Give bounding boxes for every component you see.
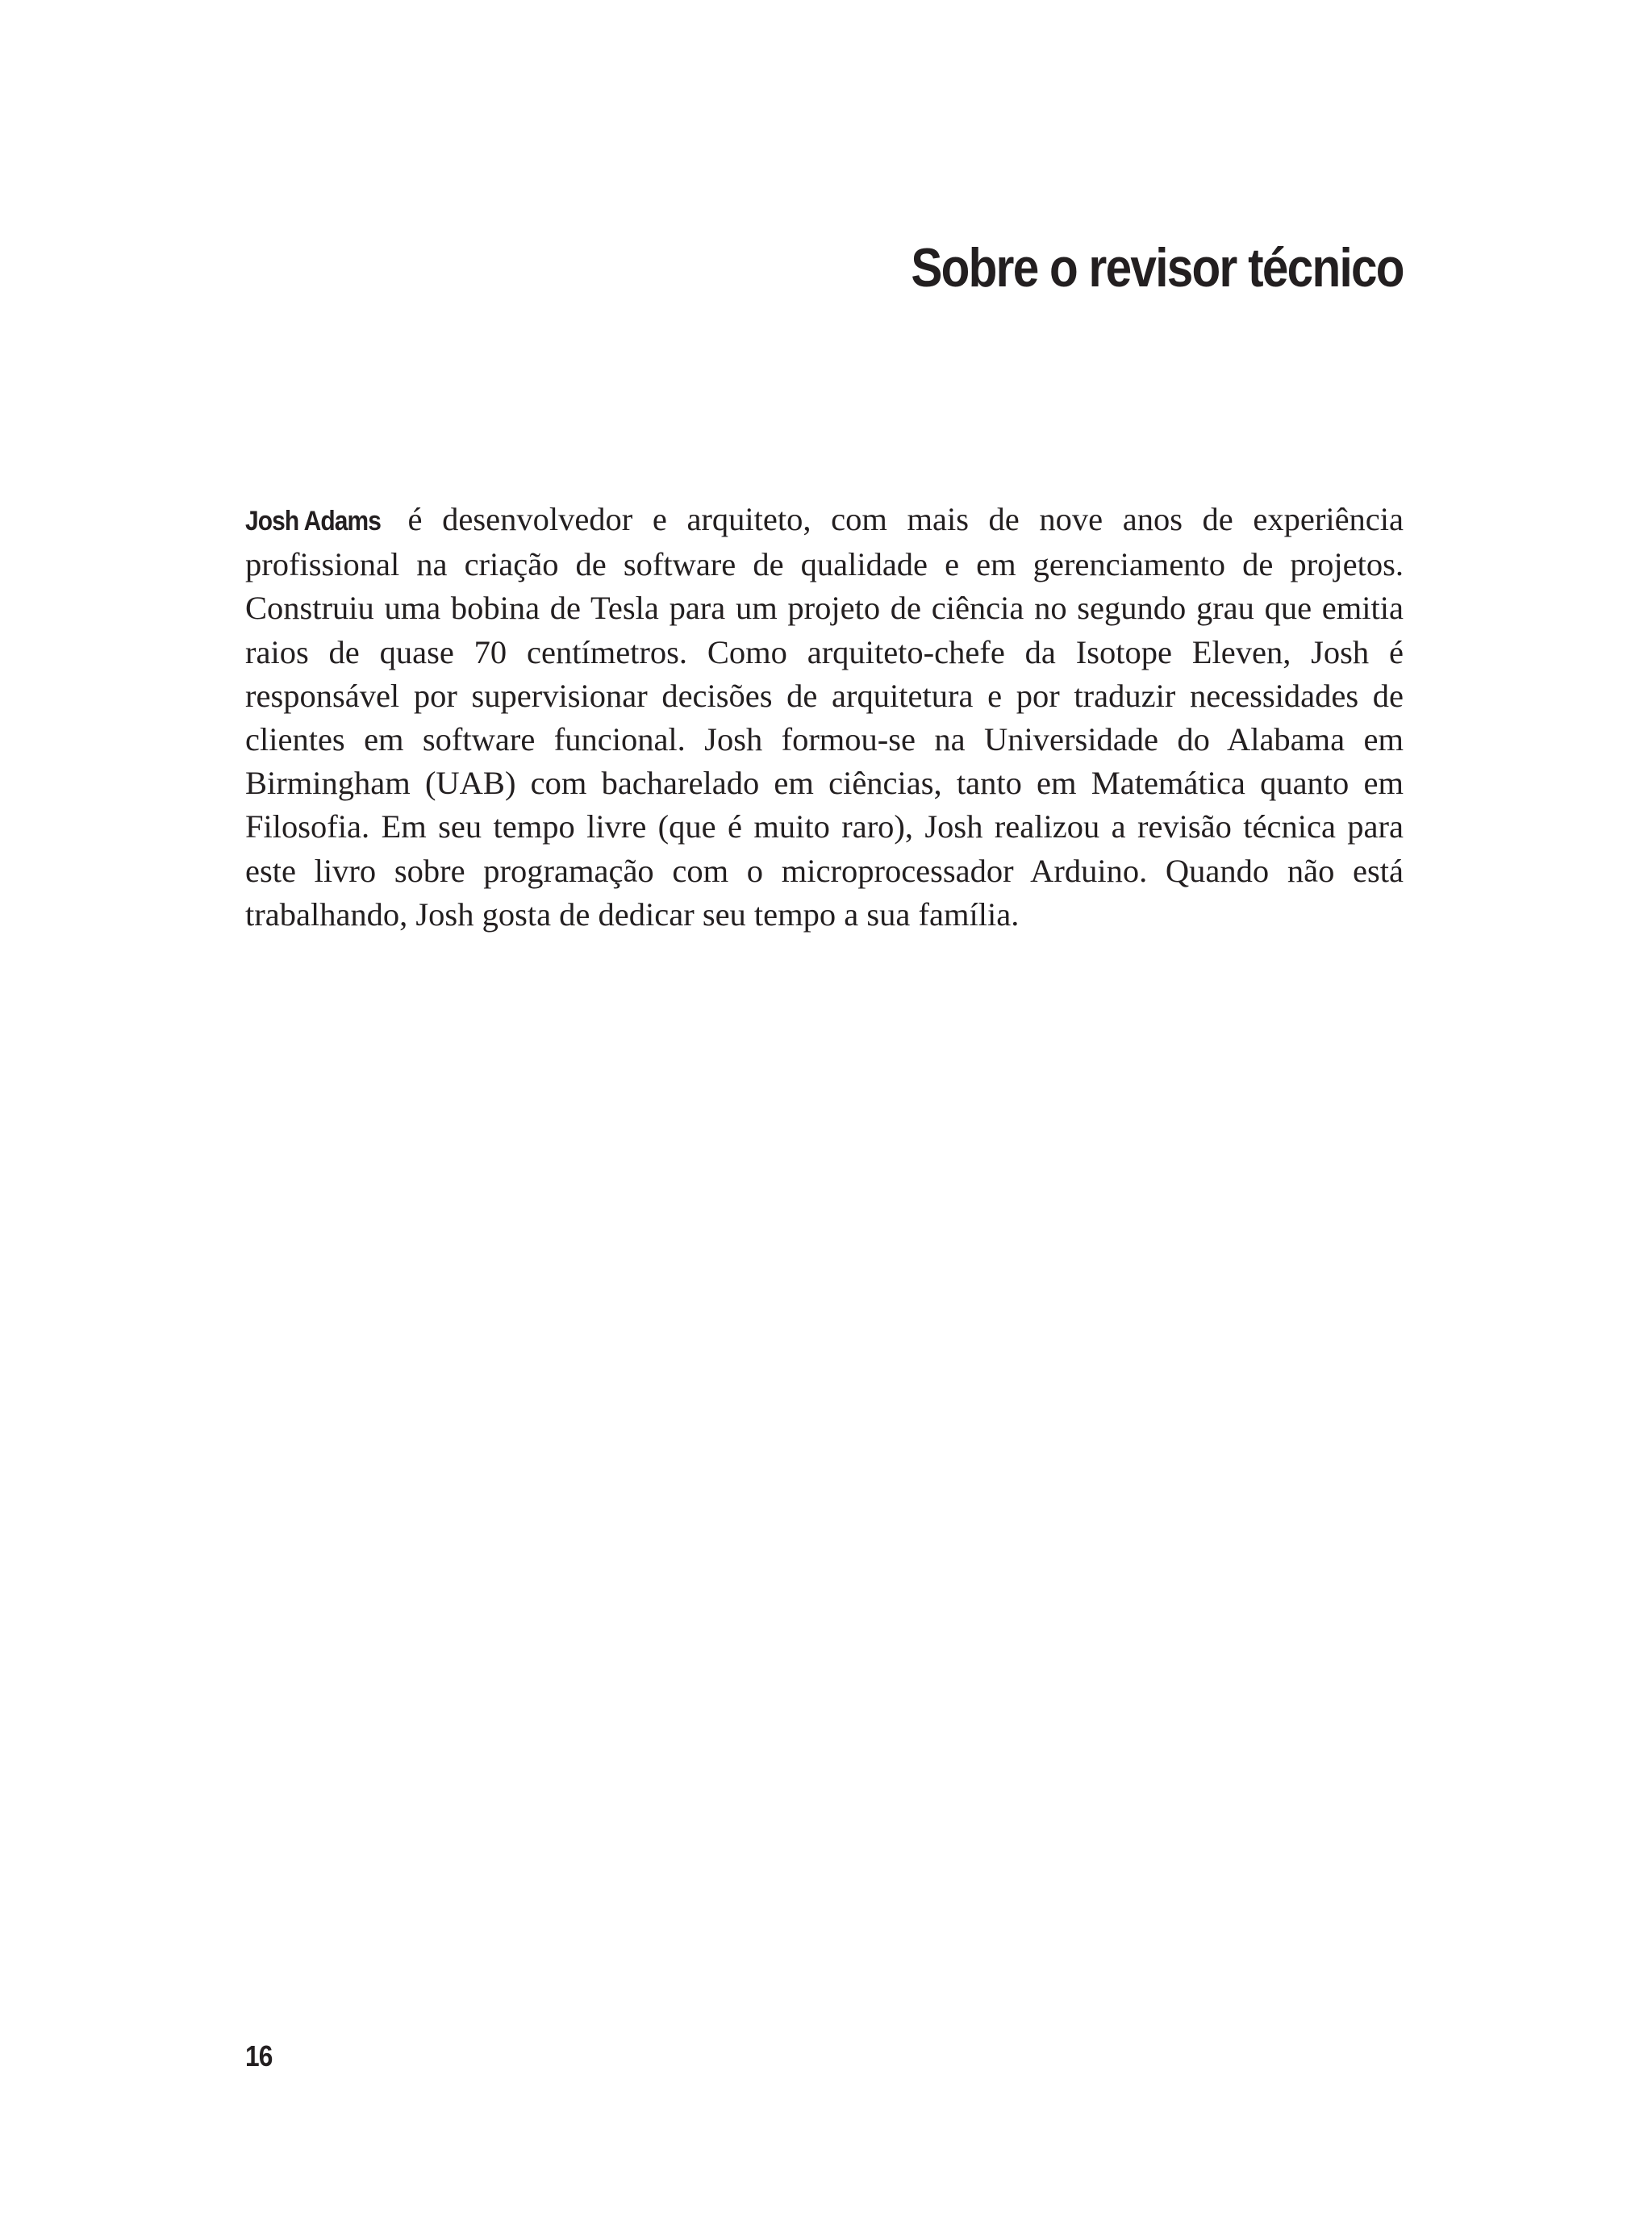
reviewer-bio-paragraph xyxy=(245,498,1404,937)
page-number: 16 xyxy=(245,2039,273,2072)
reviewer-bio-text: é desenvolvedor e arquiteto, com mais de nove anos de experiência profissional na criação de software de qualidade e em gerenciamento de projetos. Construiu uma bobina de Tesla para um projeto de ciência no segundo grau que emitia raios de quase 70 centímetros. Como arquiteto-chefe da Isotope Eleven, Josh é responsável por supervisionar decisões de arquitetura e por traduzir necessidades de clientes em software funcional. Josh formou-se na Universidade do Alabama em Birmingham (UAB) com bacharelado em ciências, tanto em Matemática quanto em Filosofia. Em seu tempo livre (que é muito raro), Josh realizou a revisão técnica para este livro sobre programação com o microprocessador Arduino. Quando não está trabalhando, Josh gosta de dedicar seu tempo a sua família. xyxy=(245,501,1404,933)
chapter-title: Sobre o revisor técnico xyxy=(911,237,1404,298)
reviewer-name: Josh Adams xyxy=(245,506,382,536)
